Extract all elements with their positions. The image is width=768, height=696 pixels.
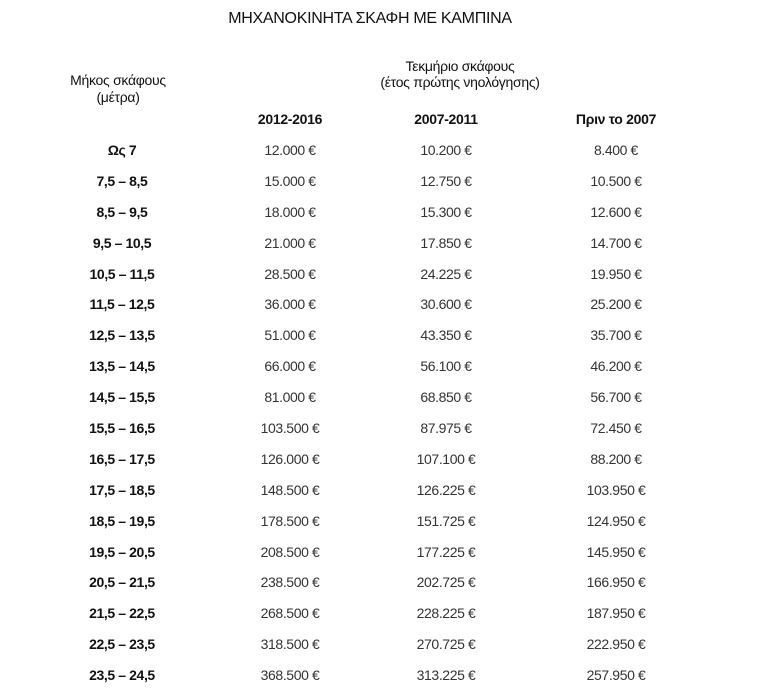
value-2007-2011: 202.725 € [416,574,476,591]
value-2012-2016: 126.000 € [260,450,320,467]
value-before-2007: 166.950 € [586,574,646,591]
value-before-2007: 103.950 € [586,481,646,498]
value-before-2007: 14.700 € [590,234,642,251]
value-2012-2016: 12.000 € [264,142,316,158]
table-row [0,418,768,449]
value-2007-2011: 10.200 € [420,142,472,158]
length-range: 13,5 – 14,5 [89,358,155,375]
value-2012-2016: 51.000 € [264,327,316,344]
value-2012-2016: 238.500 € [260,574,320,591]
value-2012-2016: 28.500 € [264,265,316,282]
column-header-2007-2011: 2007-2011 [414,111,478,127]
value-before-2007: 46.200 € [590,358,642,375]
length-header-line2: (μέτρα) [96,89,140,105]
table-row [0,542,768,573]
value-2012-2016: 368.500 € [260,667,320,684]
length-range: 19,5 – 20,5 [89,543,155,560]
value-2007-2011: 177.225 € [416,543,476,560]
value-2007-2011: 87.975 € [420,420,472,437]
value-2007-2011: 313.225 € [416,667,476,684]
length-range: 9,5 – 10,5 [92,234,152,251]
value-before-2007: 187.950 € [586,605,646,622]
table-row [0,480,768,511]
length-range: 17,5 – 18,5 [89,481,155,498]
value-before-2007: 88.200 € [590,450,642,467]
group-header-line1: Τεκμήριο σκάφους [405,58,515,74]
presumption-group-header [340,58,580,90]
column-header-2012-2016: 2012-2016 [257,111,323,127]
value-before-2007: 222.950 € [586,636,646,653]
table-row [0,511,768,542]
value-2012-2016: 21.000 € [264,234,316,251]
length-range: 21,5 – 22,5 [89,605,155,622]
value-2007-2011: 15.300 € [420,203,472,220]
length-range: 8,5 – 9,5 [96,203,148,220]
table-body [0,140,768,696]
value-2007-2011: 24.225 € [420,265,472,282]
value-2012-2016: 36.000 € [264,296,316,313]
value-2012-2016: 208.500 € [260,543,320,560]
group-header-line2: (έτος πρώτης νηολόγησης) [380,74,540,90]
value-2012-2016: 148.500 € [260,481,320,498]
length-range: 11,5 – 12,5 [89,296,155,313]
value-2012-2016: 15.000 € [264,172,316,189]
value-2007-2011: 151.725 € [416,512,476,529]
table-row [0,603,768,634]
length-range: 12,5 – 13,5 [89,327,155,344]
value-before-2007: 19.950 € [590,265,642,282]
value-before-2007: 257.950 € [586,667,646,684]
value-before-2007: 72.450 € [590,420,642,437]
table-row [0,264,768,295]
table-row [0,202,768,233]
value-2007-2011: 12.750 € [420,172,472,189]
length-header-line1: Μήκος σκάφους [70,72,166,88]
value-before-2007: 56.700 € [590,389,642,406]
value-before-2007: 10.500 € [590,172,642,189]
value-before-2007: 8.400 € [594,142,638,158]
value-2012-2016: 318.500 € [260,636,320,653]
table-row [0,356,768,387]
table-row [0,387,768,418]
value-2007-2011: 270.725 € [416,636,476,653]
value-2007-2011: 126.225 € [416,481,476,498]
table-title: ΜΗΧΑΝΟΚΙΝΗΤΑ ΣΚΑΦΗ ΜΕ ΚΑΜΠΙΝΑ [228,10,512,27]
value-2012-2016: 81.000 € [264,389,316,406]
value-2007-2011: 43.350 € [420,327,472,344]
table-row [0,233,768,264]
column-header-before-2007: Πριν το 2007 [575,111,657,127]
length-range: Ως 7 [107,142,137,158]
value-2007-2011: 68.850 € [420,389,472,406]
length-range: 23,5 – 24,5 [89,667,155,684]
length-range: 16,5 – 17,5 [89,450,155,467]
value-2007-2011: 228.225 € [416,605,476,622]
length-range: 22,5 – 23,5 [89,636,155,653]
table-row [0,449,768,480]
table-row [0,325,768,356]
value-2007-2011: 56.100 € [420,358,472,375]
length-range: 10,5 – 11,5 [89,265,155,282]
value-2012-2016: 268.500 € [260,605,320,622]
value-2012-2016: 66.000 € [264,358,316,375]
value-before-2007: 124.950 € [586,512,646,529]
value-before-2007: 12.600 € [590,203,642,220]
value-2012-2016: 178.500 € [260,512,320,529]
length-range: 14,5 – 15,5 [89,389,155,406]
table-row [0,634,768,665]
table-row [0,294,768,325]
value-2007-2011: 17.850 € [420,234,472,251]
length-range: 7,5 – 8,5 [96,172,148,189]
length-range: 15,5 – 16,5 [89,420,155,437]
length-range: 20,5 – 21,5 [89,574,155,591]
value-before-2007: 35.700 € [590,327,642,344]
value-before-2007: 145.950 € [586,543,646,560]
table-row [0,572,768,603]
value-2012-2016: 18.000 € [264,203,316,220]
table-row [0,665,768,696]
table-row [0,140,768,171]
length-range: 18,5 – 19,5 [89,512,155,529]
value-before-2007: 25.200 € [590,296,642,313]
value-2007-2011: 107.100 € [416,450,476,467]
value-2012-2016: 103.500 € [260,420,320,437]
length-column-header [48,72,188,106]
value-2007-2011: 30.600 € [420,296,472,313]
table-row [0,171,768,202]
